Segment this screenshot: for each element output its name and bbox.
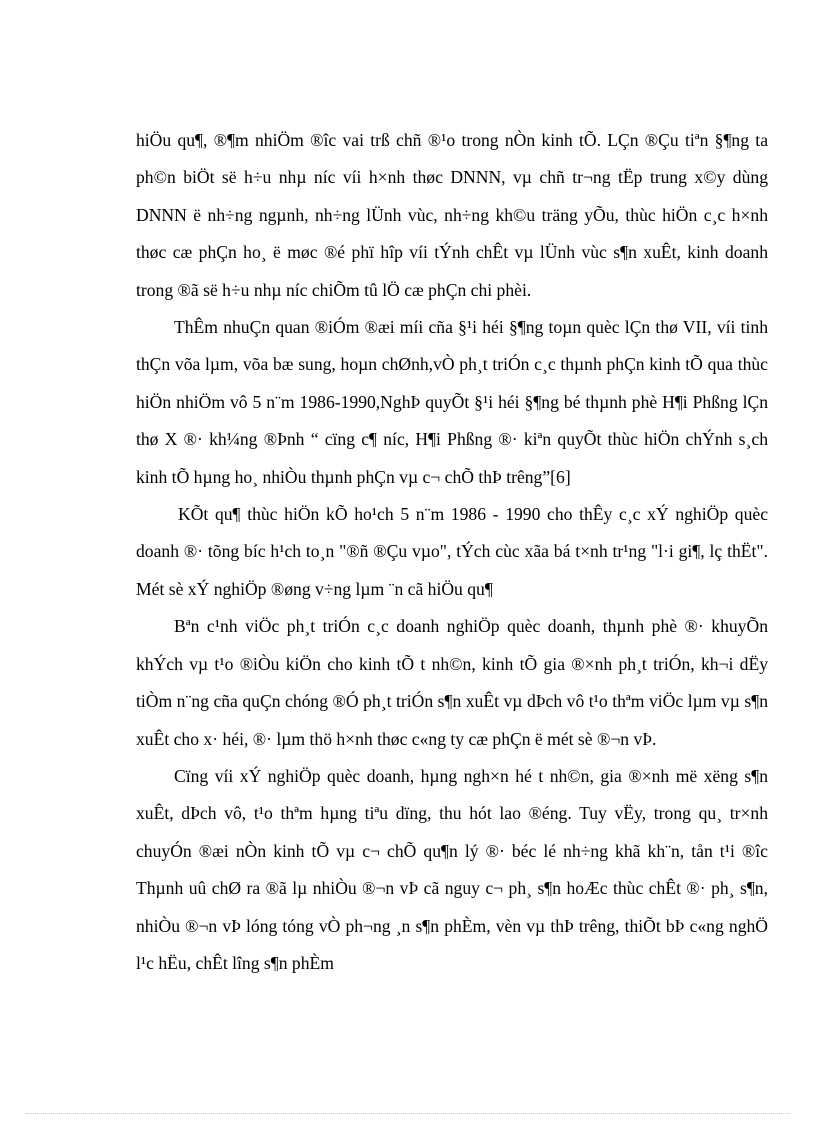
paragraph-3: KÕt qu¶ thùc hiÖn kÕ ho¹ch 5 n¨m 1986 - 1990 cho thÊy c¸c xÝ nghiÖp quèc doanh ®· tõng bíc h¹ch to¸n "®ñ ®Çu vµo", tÝch cùc xãa bá t×nh tr¹ng "l·i gi¶, lç thËt". Mét sè xÝ nghiÖp ®øng v÷ng lµm ¨n cã hiÖu qu¶	[136, 504, 768, 599]
paragraph-1: hiÖu qu¶, ®¶m nhiÖm ®îc vai trß chñ ®¹o trong nÒn kinh tÕ. LÇn ®Çu tiªn §¶ng ta ph©n biÖt së h÷u nhµ níc víi h×nh thøc DNNN, vµ chñ tr¬ng tËp trung x©y dùng DNNN ë nh÷ng ngµnh, nh÷ng lÜnh vùc, nh÷ng kh©u träng yÕu, thùc hiÖn c¸c h×nh thøc cæ phÇn ho¸ ë møc ®é phï hîp víi tÝnh chÊt vµ lÜnh vùc s¶n xuÊt, kinh doanh trong ®ã së h÷u nhµ níc chiÕm tû lÖ cæ phÇn chi phèi.	[136, 130, 768, 300]
paragraph-4: Bªn c¹nh viÖc ph¸t triÓn c¸c doanh nghiÖp quèc doanh, thµnh phè ®· khuyÕn khÝch vµ t¹o ®iÒu kiÖn cho kinh tÕ t nh©n, kinh tÕ gia ®×nh ph¸t triÓn, kh¬i dËy tiÒm n¨ng cña quÇn chóng ®Ó ph¸t triÓn s¶n xuÊt vµ dÞch vô t¹o thªm viÖc lµm vµ s¶n xuÊt cho x· héi, ®· lµm thö h×nh thøc c«ng ty cæ phÇn ë mét sè ®¬n vÞ.	[136, 616, 768, 749]
paragraph-2: ThÊm nhuÇn quan ®iÓm ®æi míi cña §¹i héi §¶ng toµn quèc lÇn thø VII, víi tinh thÇn võa lµm, võa bæ sung, hoµn chØnh,vÒ ph¸t triÓn c¸c thµnh phÇn kinh tÕ qua thùc hiÖn nhiÖm vô 5 n¨m 1986-1990,NghÞ quyÕt §¹i héi §¶ng bé thµnh phè H¶i Phßng lÇn thø X ®· kh¼ng ®Þnh “ cïng c¶ níc, H¶i Phßng ®· kiªn quyÕt thùc hiÖn chÝnh s¸ch kinh tÕ hµng ho¸ nhiÒu thµnh phÇn vµ c¬ chÕ thÞ trêng”[6]	[136, 317, 768, 487]
document-body	[136, 122, 768, 982]
page-bottom-divider	[26, 1113, 790, 1114]
paragraph-5: Cïng víi xÝ nghiÖp quèc doanh, hµng ngh×n hé t nh©n, gia ®×nh më xëng s¶n xuÊt, dÞch vô, t¹o thªm hµng tiªu dïng, thu hót lao ®éng. Tuy vËy, trong qu¸ tr×nh chuyÓn ®æi nÒn kinh tÕ vµ c¬ chÕ qu¶n lý ®· béc lé nh÷ng khã kh¨n, tån t¹i ®îc Thµnh uû chØ ra ®ã lµ nhiÒu ®¬n vÞ cã nguy c¬ ph¸ s¶n hoÆc thùc chÊt ®· ph¸ s¶n, nhiÒu ®¬n vÞ lóng tóng vÒ ph¬ng ¸n s¶n phÈm, vèn vµ thÞ trêng, thiÕt bÞ c«ng nghÖ l¹c hËu, chÊt lîng s¶n phÈm	[136, 765, 768, 973]
